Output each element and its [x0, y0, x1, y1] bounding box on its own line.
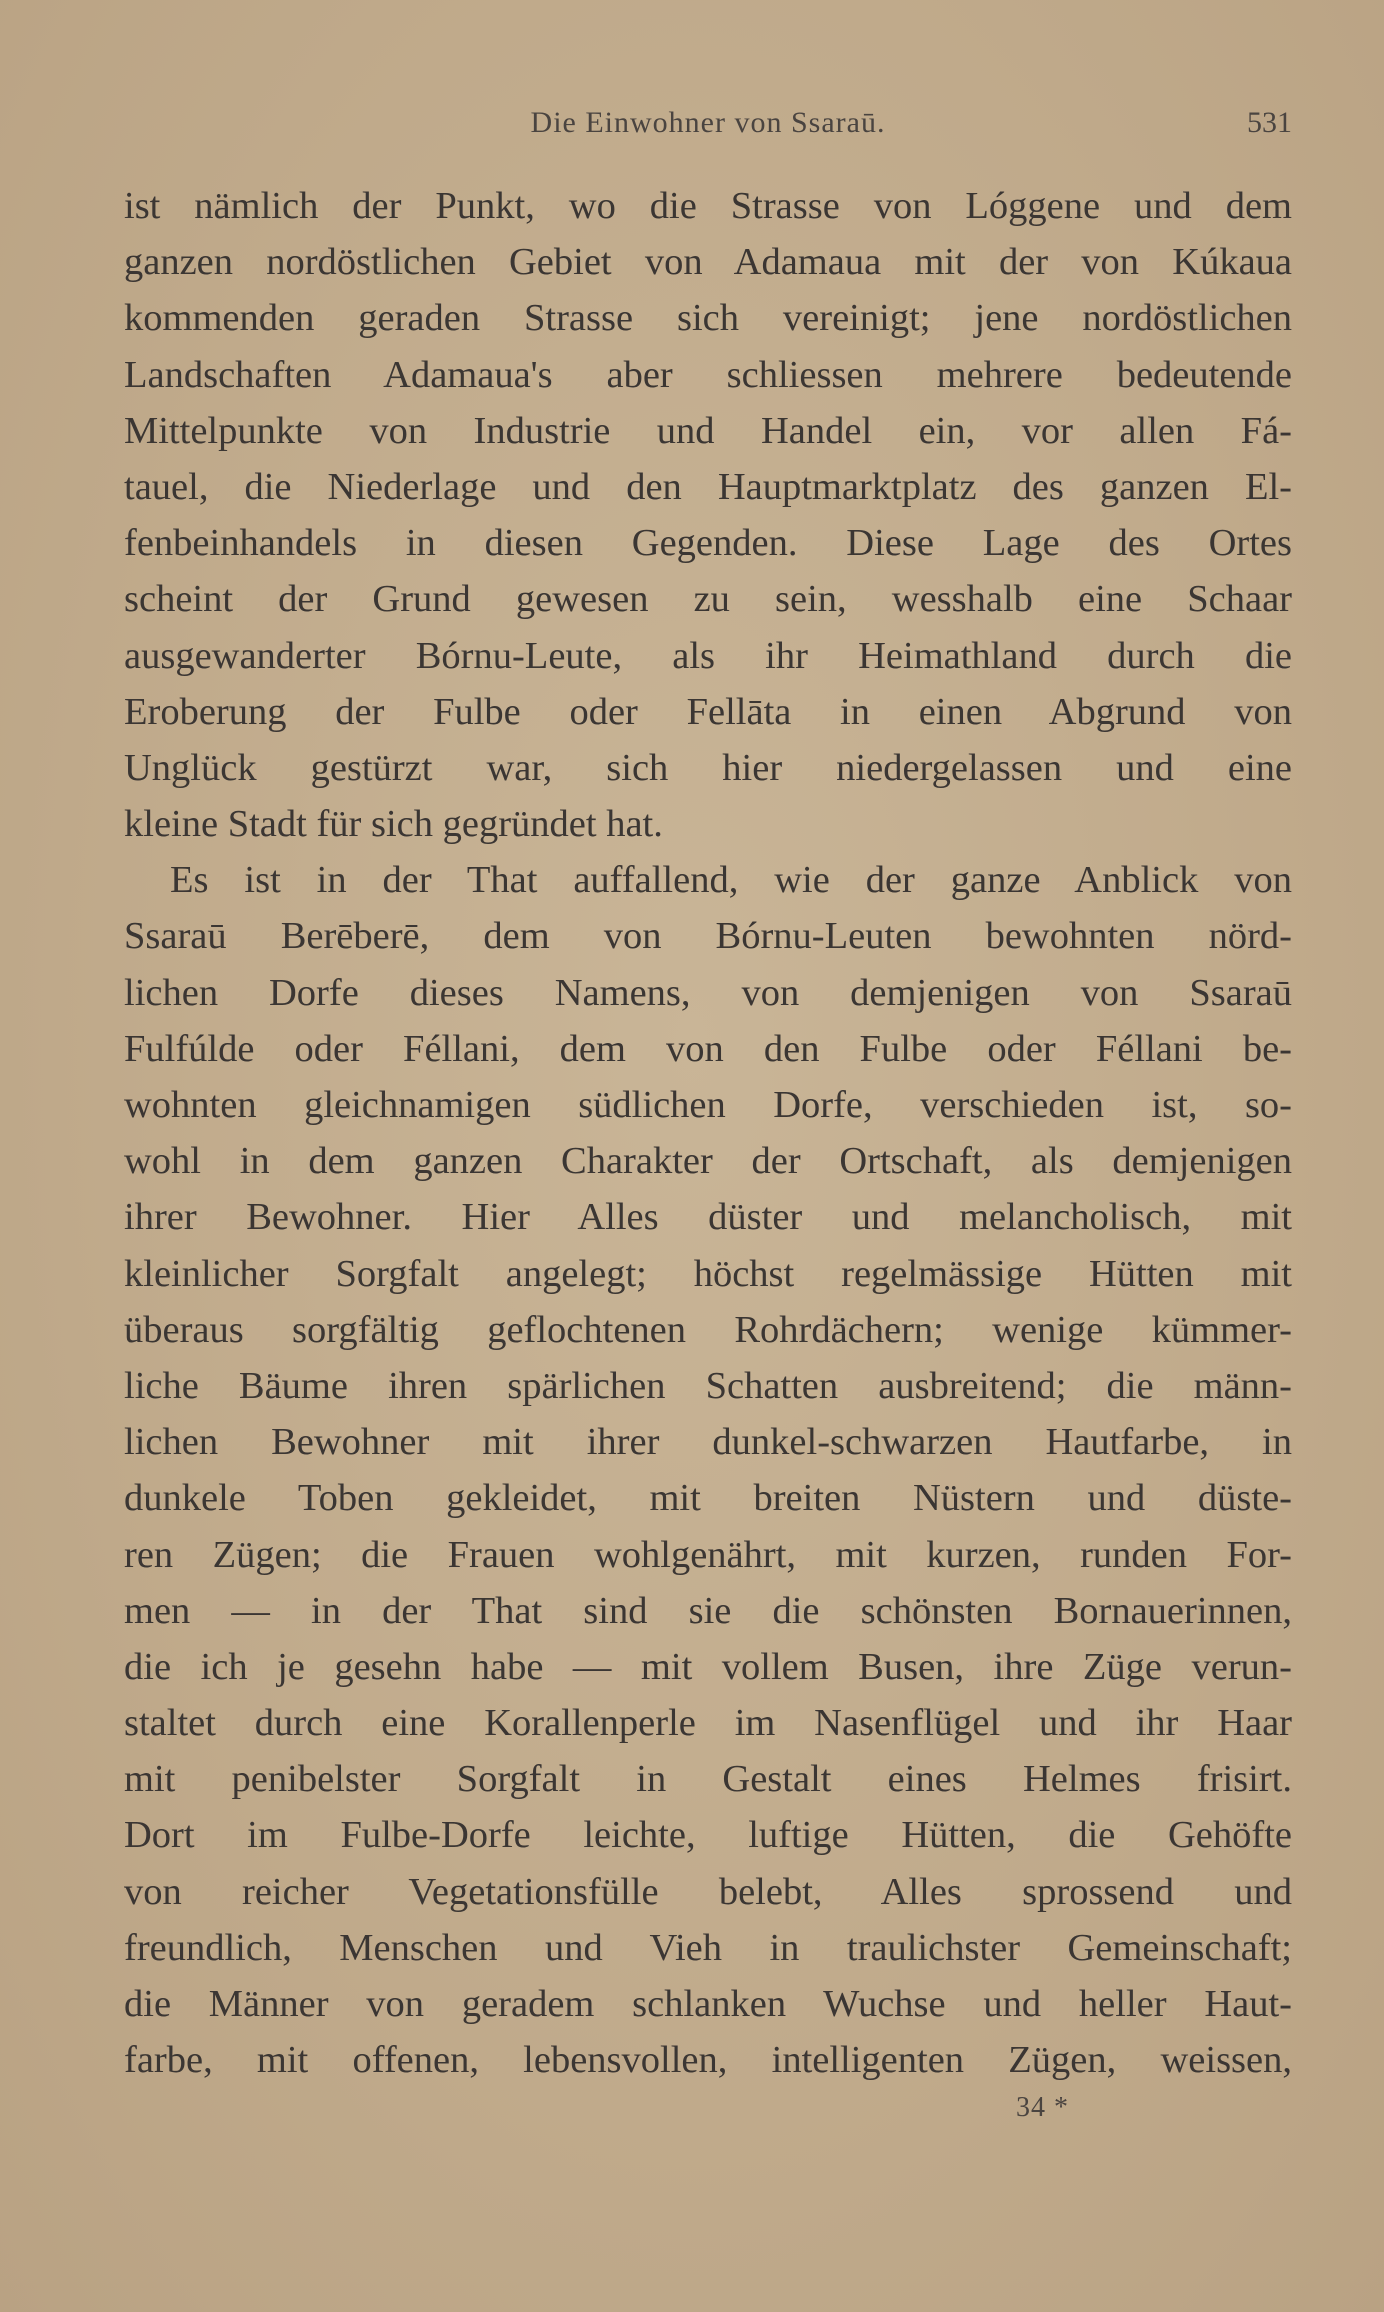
body-text	[124, 178, 1292, 2088]
text-line: tauel, die Niederlage und den Hauptmarktplatz des ganzen El-	[124, 465, 1292, 508]
text-line: ihrer Bewohner. Hier Alles düster und melancholisch, mit	[124, 1196, 1292, 1239]
text-line: kleinlicher Sorgfalt angelegt; höchst regelmässige Hütten mit	[124, 1252, 1292, 1295]
text-line: kommenden geraden Strasse sich vereinigt; jene nordöstlichen	[124, 297, 1292, 340]
text-line: die ich je gesehn habe — mit vollem Busen, ihre Züge verun-	[124, 1645, 1292, 1688]
text-line: Landschaften Adamaua's aber schliessen mehrere bedeutende	[124, 353, 1292, 396]
text-line: wohnten gleichnamigen südlichen Dorfe, verschieden ist, so-	[124, 1084, 1292, 1126]
text-line: mit penibelster Sorgfalt in Gestalt eines Helmes frisirt.	[124, 1758, 1292, 1801]
text-line: lichen Dorfe dieses Namens, von demjenigen von Ssaraū	[124, 971, 1292, 1014]
text-line: dunkele Toben gekleidet, mit breiten Nüstern und düste-	[124, 1477, 1292, 1520]
text-line: freundlich, Menschen und Vieh in traulichster Gemeinschaft;	[124, 1926, 1292, 1969]
text-line: ausgewanderter Bórnu-Leute, als ihr Heimathland durch die	[124, 634, 1292, 677]
text-line: men — in der That sind sie die schönsten Bornauerinnen,	[124, 1589, 1292, 1632]
running-title: Die Einwohner von Ssaraū.	[530, 106, 886, 139]
text-line: fenbeinhandels in diesen Gegenden. Diese Lage des Ortes	[124, 522, 1292, 565]
text-line: Unglück gestürzt war, sich hier niedergelassen und eine	[124, 746, 1292, 789]
text-line: Eroberung der Fulbe oder Fellāta in einen Abgrund von	[124, 690, 1292, 733]
text-line: kleine Stadt für sich gegründet hat.	[124, 803, 663, 846]
text-line: Mittelpunkte von Industrie und Handel ein, vor allen Fá-	[124, 409, 1292, 452]
text-line: Dort im Fulbe-Dorfe leichte, luftige Hütten, die Gehöfte	[124, 1814, 1292, 1857]
text-line: Es ist in der That auffallend, wie der ganze Anblick von	[170, 859, 1292, 902]
text-line: ist nämlich der Punkt, wo die Strasse von Lóggene und dem	[124, 185, 1292, 227]
text-line: liche Bäume ihren spärlichen Schatten ausbreitend; die männ-	[124, 1364, 1292, 1407]
text-line: überaus sorgfältig geflochtenen Rohrdächern; wenige kümmer-	[124, 1308, 1292, 1351]
page-number: 531	[1247, 106, 1292, 139]
signature-mark: 34 *	[1016, 2092, 1069, 2123]
text-line: von reicher Vegetationsfülle belebt, Alles sprossend und	[124, 1870, 1292, 1913]
text-line: wohl in dem ganzen Charakter der Ortschaft, als demjenigen	[124, 1140, 1292, 1183]
text-line: lichen Bewohner mit ihrer dunkel-schwarzen Hautfarbe, in	[124, 1421, 1292, 1464]
text-line: Fulfúlde oder Féllani, dem von den Fulbe oder Féllani be-	[124, 1027, 1292, 1070]
running-head	[124, 106, 1292, 146]
paragraph-2	[124, 852, 1292, 2088]
text-line: farbe, mit offenen, lebensvollen, intelligenten Zügen, weissen,	[124, 2039, 1292, 2082]
paragraph-1	[124, 178, 1292, 852]
text-line: Ssaraū Berēberē, dem von Bórnu-Leuten bewohnten nörd-	[124, 915, 1292, 958]
text-line: ren Zügen; die Frauen wohlgenährt, mit kurzen, runden For-	[124, 1533, 1292, 1576]
text-line: scheint der Grund gewesen zu sein, wesshalb eine Schaar	[124, 578, 1292, 621]
text-line: die Männer von geradem schlanken Wuchse und heller Haut-	[124, 1983, 1292, 2025]
text-line: ganzen nordöstlichen Gebiet von Adamaua mit der von Kúkaua	[124, 241, 1292, 284]
text-line: staltet durch eine Korallenperle im Nasenflügel und ihr Haar	[124, 1702, 1292, 1745]
